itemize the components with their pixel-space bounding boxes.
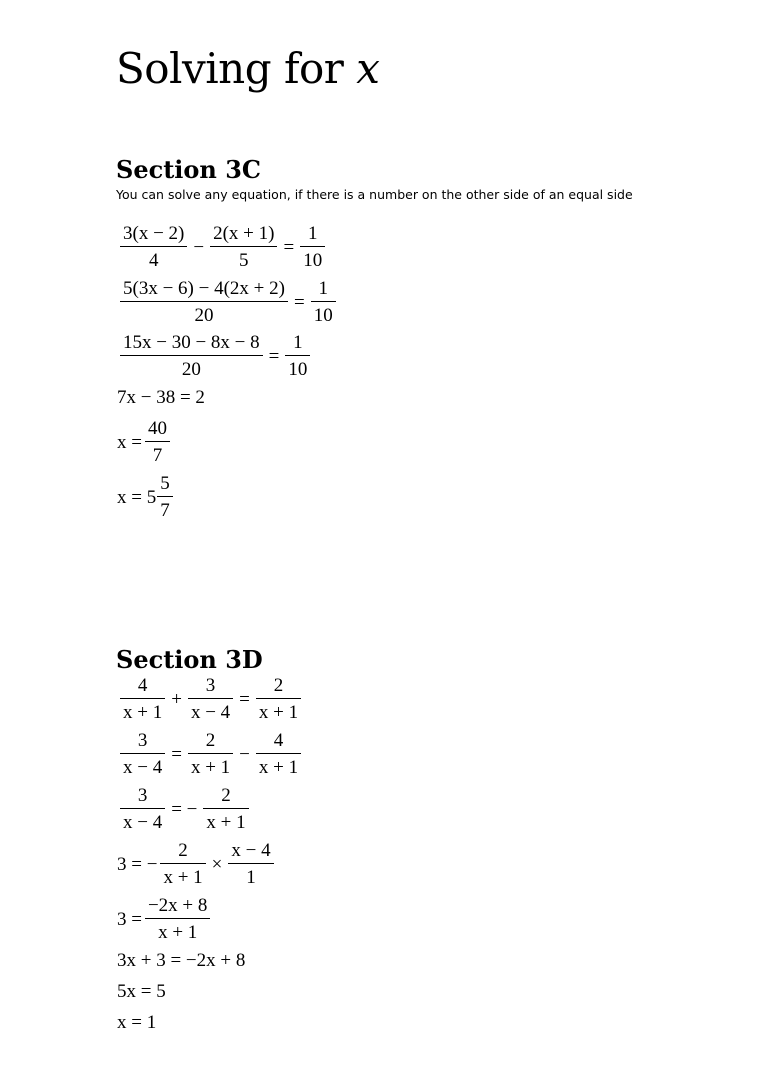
page-title: Solving for x xyxy=(116,44,380,93)
equation-3c-step-2: $\frac{5(3x - 6) - 4(2x + 2)}{20}$ = $\frac{1}{10}$ xyxy=(117,279,339,325)
equation-3d-step-4: 3 = − $\frac{2}{x + 1}$ × $\frac{x - 4}{1}$ xyxy=(117,841,277,887)
equation-3d-step-7: 5x = 5 xyxy=(117,981,166,1002)
equation-3c-step-4: 7x − 38 = 2 xyxy=(117,387,205,408)
equation-3d-step-8: x = 1 xyxy=(117,1012,157,1033)
equation-3d-step-2: $\frac{3}{x - 4}$ = $\frac{2}{x + 1}$ − $\frac{4}{x + 1}$ xyxy=(117,731,304,777)
equation-3c-step-5: x = $\frac{40}{7}$ xyxy=(117,419,173,465)
equation-3d-step-3: $\frac{3}{x - 4}$ = − $\frac{2}{x + 1}$ xyxy=(117,786,252,832)
equation-3c-step-3: $\frac{15x - 30 - 8x - 8}{20}$ = $\frac{1}{10}$ xyxy=(117,333,313,379)
equation-3d-step-1: $\frac{4}{x + 1}$ + $\frac{3}{x - 4}$ = $\frac{2}{x + 1}$ xyxy=(117,676,304,722)
section-3c-intro: You can solve any equation, if there is a number on the other side of an equal side xyxy=(116,187,633,202)
title-variable: x xyxy=(356,44,380,93)
equation-3d-step-5: 3 = $\frac{-2x + 8}{x + 1}$ xyxy=(117,896,213,942)
equation-3c-step-6: x = 5 $\frac{5}{7}$ xyxy=(117,474,176,520)
equation-3d-step-6: 3x + 3 = −2x + 8 xyxy=(117,950,246,971)
section-3d-heading: Section 3D xyxy=(116,645,263,674)
equation-3c-step-1: $\frac{3(x - 2)}{4}$ − $\frac{2(x + 1)}{5}$ = $\frac{1}{10}$ xyxy=(117,224,328,270)
section-3c-heading: Section 3C xyxy=(116,155,262,184)
